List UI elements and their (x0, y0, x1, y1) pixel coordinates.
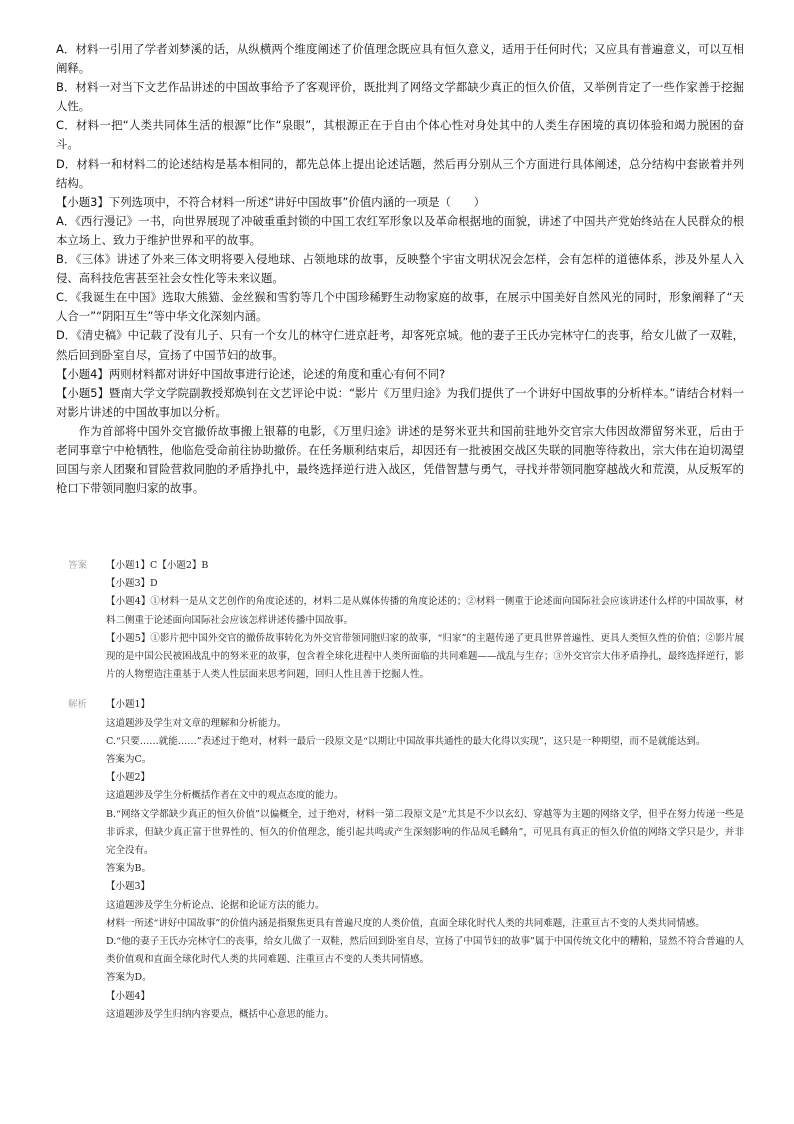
answer-line: 【小题1】C【小题2】B (106, 560, 209, 571)
film-passage: 作为首部将中国外交官撤侨故事搬上银幕的电影，《万里归途》讲述的是努米亚共和国前驻地外交官宗大伟因故滞留努米亚，后由于老同事章宁中枪牺牲，他临危受命前往协助撤侨。在任务顺利结束后，却因还有一批被困交战区失联的同胞等待救出，宗大伟在迫切渴望回国与亲人团聚和冒险营救同胞的矛盾挣扎中，最终选择逆行进入战区，凭借智慧与勇气，寻找并带领同胞穿越战火和荒漠，从反叛军的枪口下带领同胞归家的故事。 (56, 423, 744, 496)
analysis-line: 这道题涉及学生分析概括作者在文中的观点态度的能力。 (106, 790, 344, 802)
analysis-line: 这道题涉及学生分析论点、论据和论证方法的能力。 (106, 899, 325, 911)
analysis-line: 答案为D。 (106, 972, 152, 984)
answer-line: 【小题5】①影片把中国外交官的撤侨故事转化为外交官带领同胞归家的故事，“归家”的主题传递了更具世界普遍性、更具人类恒久性的价值；②影片展现的是中国公民被困战乱中的努米亚的故事，包含着全球化进程中人类所面临的共同难题——战乱与生存；③外交官宗大伟矛盾挣扎，最终选择逆行，影片的人物塑造注重基于人类人性层面来思考问题，回归人性且善于挖掘人性。 (106, 632, 744, 681)
subquestion-5: 【小题5】暨南大学文学院副教授郑焕钊在文艺评论中说：“影片《万里归途》为我们提供了一个讲好中国故事的分析样本。”请结合材料一对影片讲述的中国故事加以分析。 (56, 385, 744, 419)
analysis-line: 【小题3】 (106, 881, 151, 893)
answer-line: 【小题4】①材料一是从文艺创作的角度论述的，材料二是从媒体传播的角度论述的；②材料一侧重于论述面向国际社会应该讲述什么样的中国故事，材料二侧重于论述面向国际社会应该怎样讲述传播中国故事。 (106, 596, 744, 626)
analysis-label: 解析 (68, 699, 88, 711)
analysis-line: 这道题涉及学生归纳内容要点，概括中心意思的能力。 (106, 1008, 335, 1020)
subquestion-4: 【小题4】两则材料都对讲好中国故事进行论述，论述的角度和重心有何不同? (56, 366, 446, 381)
q3-option-d: D．《清史稿》中记载了没有儿子、只有一个女儿的林守仁进京赶考，却客死京城。他的妻子王氏办完林守仁的丧事，给女儿做了一双鞋，然后回到卧室自尽，宣扬了中国节妇的故事。 (56, 328, 744, 362)
answer-label: 答案 (68, 560, 88, 571)
analysis-section (68, 696, 744, 1024)
question-block (56, 40, 744, 498)
answer-line: 【小题3】D (106, 578, 158, 590)
answer-analysis-block (68, 557, 744, 1024)
section-gap (68, 684, 744, 696)
q3-option-a: A．《西行漫记》一书，向世界展现了冲破重重封锁的中国工农红军形象以及革命根据地的面貌，讲述了中国共产党始终站在人民群众的根本立场上、致力于维护世界和平的故事。 (56, 213, 744, 247)
option-a: A．材料一引用了学者刘梦溪的话，从纵横两个维度阐述了价值理念既应具有恒久意义，适用于任何时代；又应具有普遍意义，可以互相阐释。 (56, 42, 744, 76)
option-b: B．材料一对当下文艺作品讲述的中国故事给予了客观评价，既批判了网络文学都缺少真正的恒久价值，又举例肯定了一些作家善于挖掘人性。 (56, 80, 744, 114)
subquestion-3: 【小题3】下列选项中，不符合材料一所述“讲好中国故事”价值内涵的一项是（ ） (56, 194, 486, 209)
option-d: D．材料一和材料二的论述结构是基本相同的，都先总体上提出论述话题，然后再分别从三个方面进行具体阐述，总分结构中套嵌着并列结构。 (56, 156, 744, 190)
answer-section (68, 557, 744, 684)
analysis-body (106, 696, 744, 1024)
analysis-line: D.“他的妻子王氏办完林守仁的丧事，给女儿做了一双鞋，然后回到卧室自尽，宣扬了中国节妇的故事”属于中国传统文化中的糟粕，显然不符合普遍的人类价值观和直面全球化时代人类的共同难题、注重亘古不变的人类共同情感。 (106, 936, 744, 966)
option-c: C．材料一把“人类共同体生活的根源”比作“泉眼”，其根源正在于自由个体心性对身处其中的人类生存困境的真切体验和竭力脱困的奋斗。 (56, 118, 744, 152)
analysis-line: 答案为B。 (106, 863, 151, 875)
analysis-line: 【小题1】 (106, 699, 151, 711)
analysis-line: C.“只要……就能……”表述过于绝对，材料一最后一段原文是“以期让中国故事共通性的最大化得以实现”，这只是一种期望，而不是就能达到。 (106, 735, 706, 747)
analysis-line: 【小题2】 (106, 772, 151, 784)
analysis-line: 材料一所述“讲好中国故事”的价值内涵是指聚焦更具有普遍尺度的人类价值，直面全球化时代人类的共同难题，注重亘古不变的人类共同情感。 (106, 917, 705, 929)
analysis-line: 【小题4】 (106, 990, 151, 1002)
analysis-line: B.“网络文学都缺少真正的恒久价值”以偏概全，过于绝对，材料一第二段原文是“尤其是不少以玄幻、穿越等为主题的网络文学，但乎在努力传递一些是非诉求，但缺少真正富于世界性的、恒久的价值理念，能引起共鸣或产生深刻影响的作品凤毛麟角”，可见具有真正的恒久价值的网络文学只是少，并非完全没有。 (106, 808, 744, 857)
answer-body (106, 557, 744, 684)
q3-option-c: C．《我诞生在中国》选取大熊猫、金丝猴和雪豹等几个中国珍稀野生动物家庭的故事，在展示中国美好自然风光的同时，形象阐释了“天人合一”“阴阳互生”等中华文化深刻内涵。 (56, 290, 744, 324)
analysis-line: 答案为C。 (106, 754, 152, 766)
q3-option-b: B．《三体》讲述了外来三体文明将要入侵地球、占领地球的故事，反映整个宇宙文明状况会怎样，会有怎样的道德体系，涉及外星人入侵、高科技危害甚至社会女性化等未来议题。 (56, 252, 744, 286)
analysis-line: 这道题涉及学生对文章的理解和分析能力。 (106, 717, 287, 729)
